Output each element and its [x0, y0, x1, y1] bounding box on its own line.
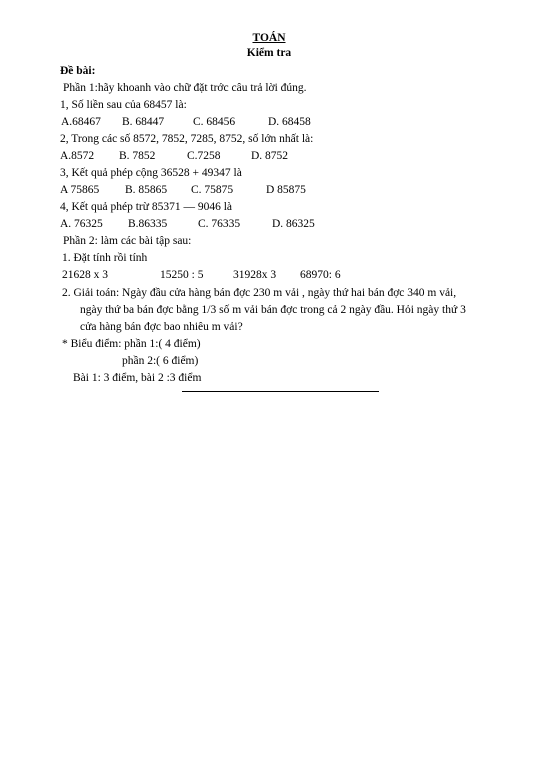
question-2: 2, Trong các số 8572, 7852, 7285, 8752, số lớn nhất là:: [60, 133, 314, 145]
option-a: A 75865: [60, 184, 100, 196]
scoring-line-1: * Biểu điểm: phần 1:( 4 điểm): [62, 338, 201, 350]
option-c: C. 68456: [193, 116, 236, 128]
option-c: C.7258: [187, 150, 221, 162]
option-a: A.8572: [60, 150, 95, 162]
heading: Đề bài:: [60, 65, 96, 77]
task1-label: 1. Đặt tính rồi tính: [62, 252, 148, 264]
option-b: B. 68447: [122, 116, 165, 128]
option-c: C. 76335: [198, 218, 241, 230]
part2-intro: Phần 2: làm các bài tập sau:: [63, 235, 192, 247]
option-b: B. 85865: [125, 184, 168, 196]
scoring-line-2: phần 2:( 6 điểm): [122, 355, 199, 367]
option-d: D. 86325: [272, 218, 315, 230]
operation: 68970: 6: [300, 269, 341, 281]
option-d: D 85875: [266, 184, 306, 196]
part1-intro: Phần 1:hãy khoanh vào chữ đặt trớc câu trả lời đúng.: [63, 82, 307, 94]
divider-line: [182, 391, 379, 392]
task2-line-3: cửa hàng bán đợc bao nhiêu m vải?: [80, 321, 243, 333]
option-d: D. 68458: [268, 116, 311, 128]
operation: 15250 : 5: [160, 269, 204, 281]
scoring-line-3: Bài 1: 3 điểm, bài 2 :3 điểm: [73, 372, 202, 384]
operation: 31928x 3: [233, 269, 277, 281]
subject-title: TOÁN: [252, 32, 286, 44]
option-a: A. 76325: [60, 218, 103, 230]
option-b: B.86335: [128, 218, 168, 230]
option-a: A.68467: [61, 116, 101, 128]
task2-line-2: ngày thứ ba bán đợc bằng 1/3 số m vải bán đợc trong cả 2 ngày đầu. Hỏi ngày thứ 3: [80, 304, 466, 316]
question-1: 1, Số liền sau của 68457 là:: [60, 99, 187, 111]
option-b: B. 7852: [119, 150, 156, 162]
operation: 21628 x 3: [62, 269, 108, 281]
option-c: C. 75875: [191, 184, 234, 196]
option-d: D. 8752: [251, 150, 289, 162]
question-4: 4, Kết quả phép trừ 85371 — 9046 là: [60, 201, 232, 213]
subtitle: Kiểm tra: [246, 47, 292, 59]
question-3: 3, Kết quả phép cộng 36528 + 49347 là: [60, 167, 242, 179]
task2-line-1: 2. Giải toán: Ngày đầu cửa hàng bán đợc 230 m vải , ngày thứ hai bán đợc 340 m vải,: [62, 287, 457, 299]
